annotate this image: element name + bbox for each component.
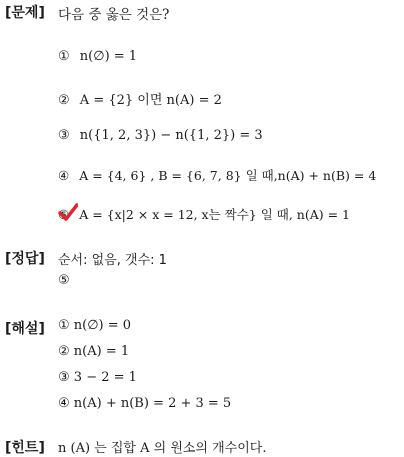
- answer-line-2: ⑤: [58, 273, 70, 288]
- option-5-num: ⑤: [58, 207, 70, 222]
- option-1-text: n(∅) = 1: [79, 49, 138, 64]
- option-4-text: A = {4, 6} , B = {6, 7, 8} 일 때,n(A) + n(B) = 4: [79, 168, 377, 183]
- option-1-num: ①: [58, 49, 70, 64]
- explanation-tag: [해설]: [5, 321, 45, 337]
- option-4: [58, 166, 376, 184]
- explanation-line-3: ③ 3 − 2 = 1: [58, 370, 137, 385]
- option-2: [58, 89, 222, 108]
- question-text: 다음 중 옳은 것은?: [58, 7, 170, 23]
- option-3-text: n({1, 2, 3}) − n({1, 2}) = 3: [79, 128, 263, 143]
- option-5-text: A = {x|2 × x = 12, x는 짝수} 일 때, n(A) = 1: [79, 207, 351, 222]
- option-4-num: ④: [58, 168, 70, 183]
- answer-tag: [정답]: [5, 251, 45, 267]
- option-2-num: ②: [58, 93, 70, 108]
- answer-line-1: 순서: 없음, 갯수: 1: [58, 253, 167, 268]
- option-1: [58, 49, 137, 64]
- explanation-line-4: ④ n(A) + n(B) = 2 + 3 = 5: [58, 396, 232, 411]
- option-5-num-wrap: [58, 207, 69, 222]
- option-5: [58, 205, 350, 223]
- explanation-line-2: ② n(A) = 1: [58, 344, 130, 359]
- hint-text: n (A) 는 집합 A 의 원소의 개수이다.: [58, 441, 267, 456]
- option-3-num: ③: [58, 128, 70, 143]
- check-mark-icon: [58, 203, 78, 223]
- option-3: [58, 128, 263, 143]
- problem-tag: [문제]: [5, 5, 45, 21]
- hint-tag: [힌트]: [5, 440, 45, 456]
- option-2-text: A = {2} 이면 n(A) = 2: [79, 93, 222, 108]
- explanation-line-1: ① n(∅) = 0: [58, 318, 132, 333]
